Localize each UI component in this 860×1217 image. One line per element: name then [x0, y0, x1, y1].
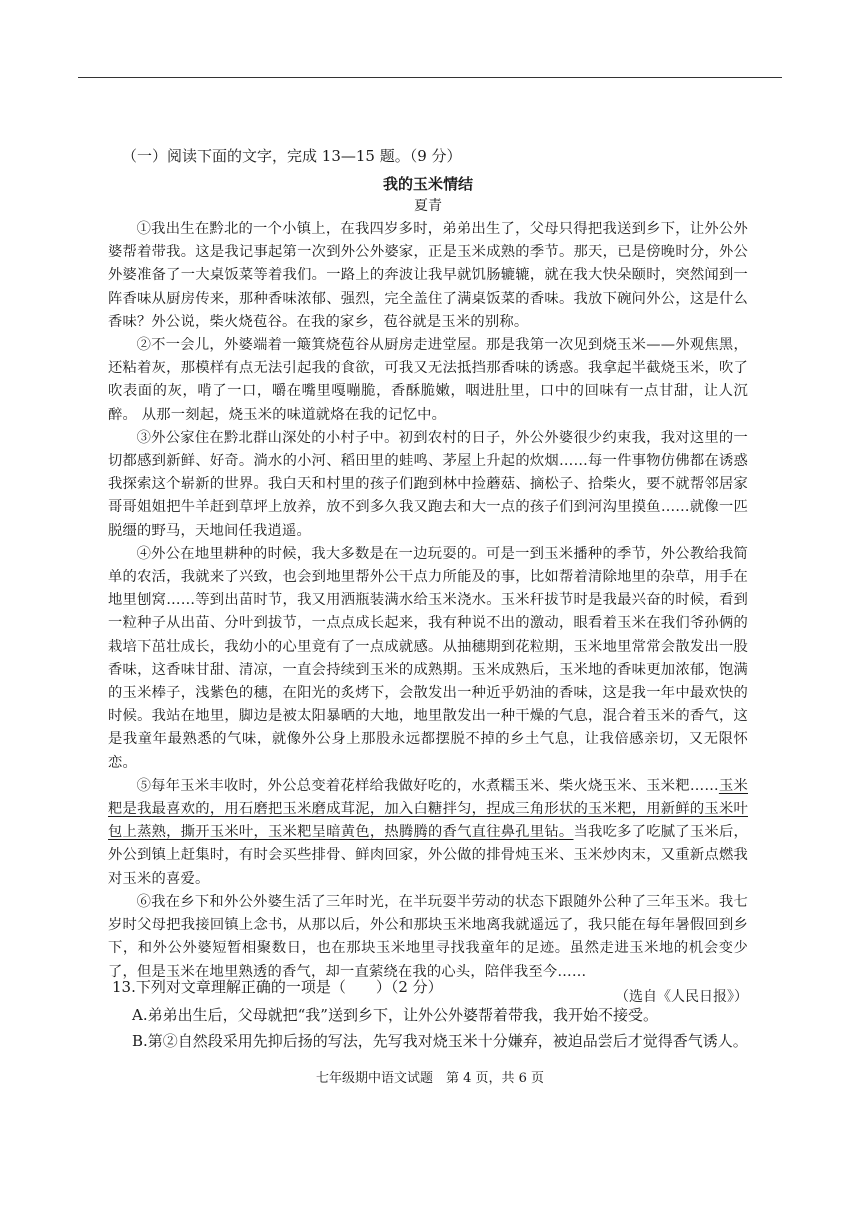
- reading-passage: [108, 146, 748, 1008]
- question-13: [112, 976, 752, 1056]
- question-stem: 13.下列对文章理解正确的一项是（ ）（2 分）: [112, 978, 443, 996]
- article-author: 夏青: [414, 198, 442, 214]
- paragraph-2: ②不一会儿，外婆端着一簸箕烧苞谷从厨房走进堂屋。那是我第一次见到烧玉米——外观焦黑，还粘着灰，那模样有点无法引起我的食欲，可我又无法抵挡那香味的诱惑。我拿起半截烧玉米，吹了吹表面的灰，啃了一口，嚼在嘴里嘎嘣脆，香酥脆嫩，咽进肚里，口中的回味有一点甘甜，让人沉醉。 从那一刻起，烧玉米的味道就烙在我的记忆中。: [108, 337, 748, 423]
- paragraph-5-underlined-sentence: 玉米粑是我最喜欢的，用石磨把玉米磨成茸泥，加入白糖拌匀，捏成三角形状的玉米粑，用新鲜的玉米叶包上蒸熟，撕开玉米叶，玉米粑呈暗黄色，热腾腾的香气直往鼻孔里钻。: [108, 777, 748, 841]
- page-footer: 七年级期中语文试题 第 4 页，共 6 页: [315, 1071, 545, 1086]
- paragraph-1: ①我出生在黔北的一个小镇上，在我四岁多时，弟弟出生了，父母只得把我送到乡下，让外公外婆帮着带我。这是我记事起第一次到外公外婆家，正是玉米成熟的季节。那天，已是傍晚时分，外公外婆准备了一大桌饭菜等着我们。一路上的奔波让我早就饥肠辘辘，就在我大快朵颐时，突然闻到一阵香味从厨房传来，那种香味浓郁、强烈，完全盖住了满桌饭菜的香味。我放下碗问外公，这是什么香味？外公说，柴火烧苞谷。在我的家乡，苞谷就是玉米的别称。: [108, 221, 748, 330]
- paragraph-3: ③外公家住在黔北群山深处的小村子中。初到农村的日子，外公外婆很少约束我，我对这里的一切都感到新鲜、好奇。淌水的小河、稻田里的蛙鸣、茅屋上升起的炊烟……每一件事物仿佛都在诱惑我探索这个崭新的世界。我白天和村里的孩子们跑到林中捡蘑菇、摘松子、拾柴火，要不就帮邻居家哥哥姐姐把牛羊赶到草坪上放养，放不到多久我又跑去和大一点的孩子们到河沟里摸鱼……就像一匹脱缰的野马，天地间任我逍遥。: [108, 429, 748, 539]
- paragraph-5: [108, 775, 748, 891]
- option-b: B.第②自然段采用先抑后扬的写法，先写我对烧玉米十分嫌弃，被迫品尝后才觉得香气诱人。: [132, 1032, 748, 1050]
- paragraph-5-tail: 当我吃多了吃腻了玉米后，外公到镇上赶集时，有时会买些排骨、鲜肉回家，外公做的排骨炖玉米、玉米炒肉末，又重新点燃我对玉米的喜爱。: [108, 824, 748, 887]
- top-rule: [78, 77, 782, 78]
- paragraph-5-lead: ⑤每年玉米丰收时，外公总变着花样给我做好吃的，水煮糯玉米、柴火烧玉米、玉米粑……: [136, 777, 719, 794]
- section-heading: （一）阅读下面的文字，完成 13—15 题。（9 分）: [122, 147, 462, 165]
- article-title: 我的玉米情结: [382, 175, 473, 193]
- option-a: A.弟弟出生后，父母就把“我”送到乡下，让外公外婆帮着带我，我开始不接受。: [132, 1006, 658, 1024]
- paragraph-6: ⑥我在乡下和外公外婆生活了三年时光，在半玩耍半劳动的状态下跟随外公种了三年玉米。我七岁时父母把我接回镇上念书，从那以后，外公和那块玉米地离我就遥远了，我只能在每年暑假回到乡下，和外公外婆短暂相聚数日，也在那块玉米地里寻找我童年的足迹。虽然走进玉米地的机会变少了，但是玉米在地里熟透的香气，却一直萦绕在我的心头，陪伴我至今……: [108, 893, 748, 980]
- article-source: （选自《人民日报》）: [615, 988, 748, 1005]
- paragraph-4: ④外公在地里耕种的时候，我大多数是在一边玩耍的。可是一到玉米播种的季节，外公教给我简单的农活，我就来了兴致，也会到地里帮外公干点力所能及的事，比如帮着清除地里的杂草，用手在地里刨窝……等到出苗时节，我又用洒瓶装满水给玉米浇水。玉米秆拔节时是我最兴奋的时候，看到一粒种子从出苗、分叶到拔节，一点点成长起来，我有种说不出的激动，眼看着玉米在我们爷孙俩的栽培下茁壮成长，我幼小的心里竟有了一点成就感。从抽穗期到花粒期，玉米地里常常会散发出一股香味，这香味甘甜、清凉，一直会持续到玉米的成熟期。玉米成熟后，玉米地的香味更加浓郁，饱满的玉米棒子，浅紫色的穗，在阳光的炙烤下，会散发出一种近乎奶油的香味，这是我一年中最欢快的时候。我站在地里，脚边是被太阳暴晒的大地，地里散发出一种干燥的气息，混合着玉米的香气，这是我童年最熟悉的气味，就像外公身上那股永远都摆脱不掉的乡土气息，让我倍感亲切，又无限怀恋。: [108, 545, 748, 771]
